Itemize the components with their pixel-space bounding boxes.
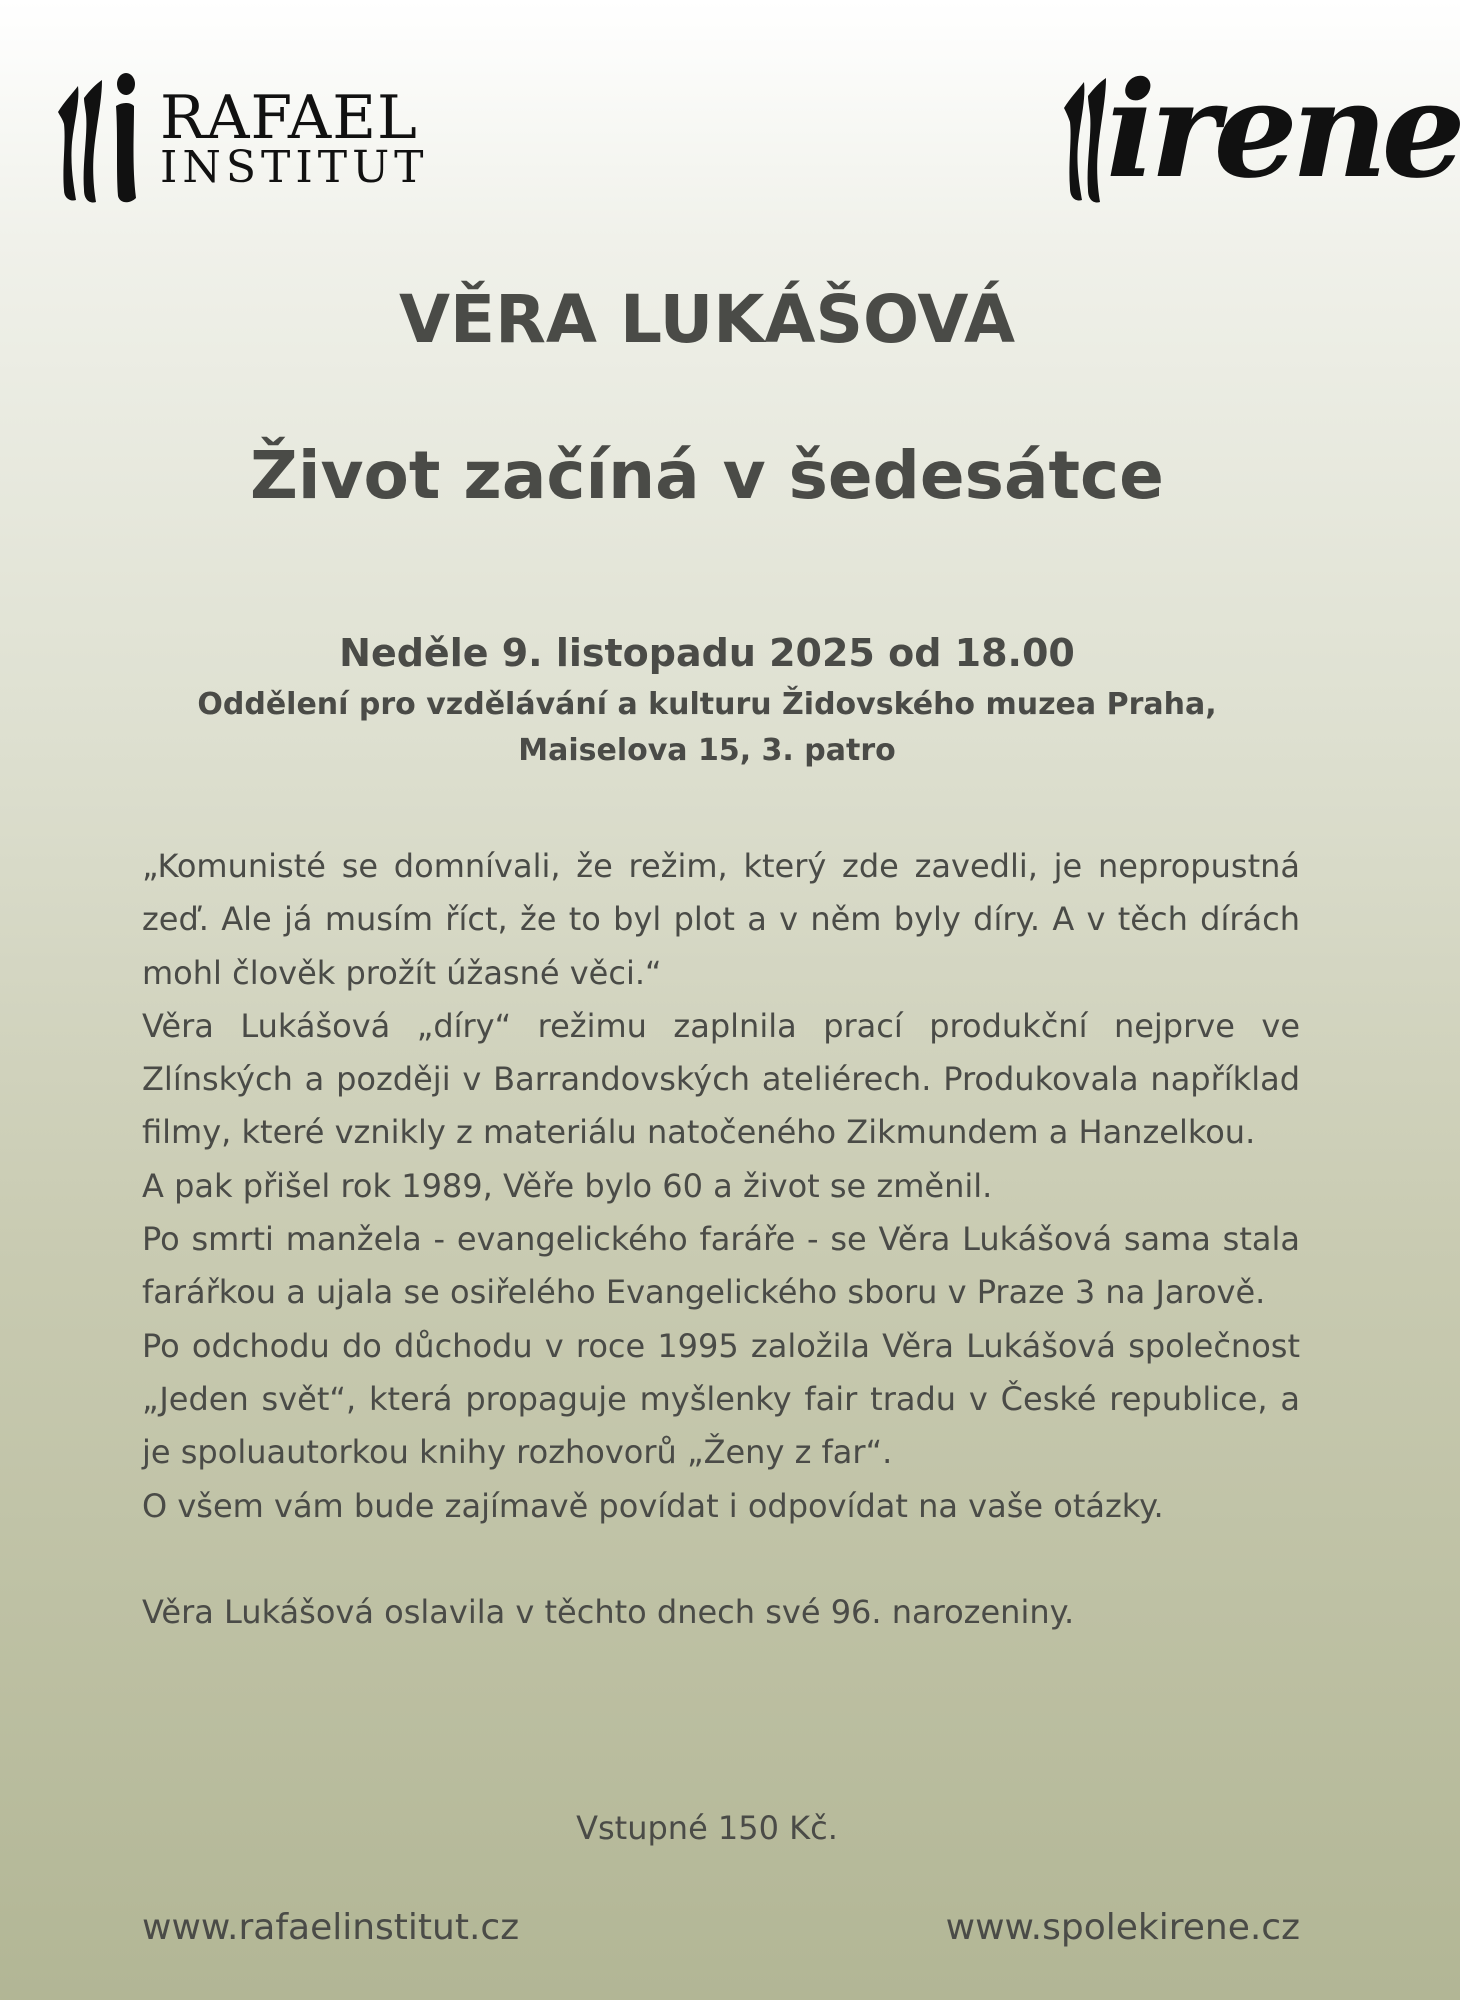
irene-website-link[interactable]: www.spolekirene.cz (945, 1907, 1300, 1948)
description-paragraph: Po smrti manžela - evangelického faráře - se Věra Lukášová sama stala farářkou a ujala se osiřelého Evangelického sboru v Praze 3 na Jarově. (142, 1220, 1300, 1312)
speaker-name: VĚRA LUKÁŠOVÁ (398, 281, 1016, 358)
event-venue-line1: Oddělení pro vzdělávání a kulturu Židovského muzea Praha, (197, 687, 1217, 722)
description-paragraph: O všem vám bude zajímavě povídat i odpovídat na vaše otázky. (142, 1486, 1164, 1525)
description-paragraph: Věra Lukášová „díry“ režimu zaplnila prací produkční nejprve ve Zlínských a později v Barrandovských ateliérech. Produkovala například filmy, které vznikly z materiálu natočeného Zikmundem a Hanzelkou. (142, 1006, 1300, 1152)
entry-fee: Vstupné 150 Kč. (576, 1809, 838, 1847)
paragraph-spacer (142, 1533, 1300, 1586)
event-title: Život začíná v šedesátce (250, 437, 1164, 514)
logo-institut-text: INSTITUT (160, 142, 429, 193)
event-date-time: Neděle 9. listopadu 2025 od 18.00 (339, 631, 1075, 675)
logo-rafael-text: RAFAEL (160, 83, 418, 153)
rafael-institut-logo (50, 72, 460, 207)
rafael-website-link[interactable]: www.rafaelinstitut.cz (142, 1907, 520, 1948)
event-description (142, 840, 1300, 1639)
description-paragraph: A pak přišel rok 1989, Věře bylo 60 a život se změnil. (142, 1166, 993, 1205)
rafael-figure-icon (50, 72, 140, 207)
quote-paragraph: „Komunisté se domnívali, že režim, který zde zavedli, je nepropustná zeď. Ale já musím říct, že to byl plot a v něm byly díry. A v těch dírách mohl člověk prožít úžasné věci.“ (142, 847, 1300, 992)
birthday-note: Věra Lukášová oslavila v těchto dnech své 96. narozeniny. (142, 1592, 1075, 1631)
logo-irene-text: irene (1106, 53, 1460, 208)
event-venue-line2: Maiselova 15, 3. patro (518, 733, 896, 768)
irene-logo (1060, 53, 1460, 212)
description-paragraph: Po odchodu do důchodu v roce 1995 založila Věra Lukášová společnost „Jeden svět“, která propaguje myšlenky fair tradu v České republice, a je spoluautorkou knihy rozhovorů „Ženy z far“. (142, 1326, 1300, 1472)
